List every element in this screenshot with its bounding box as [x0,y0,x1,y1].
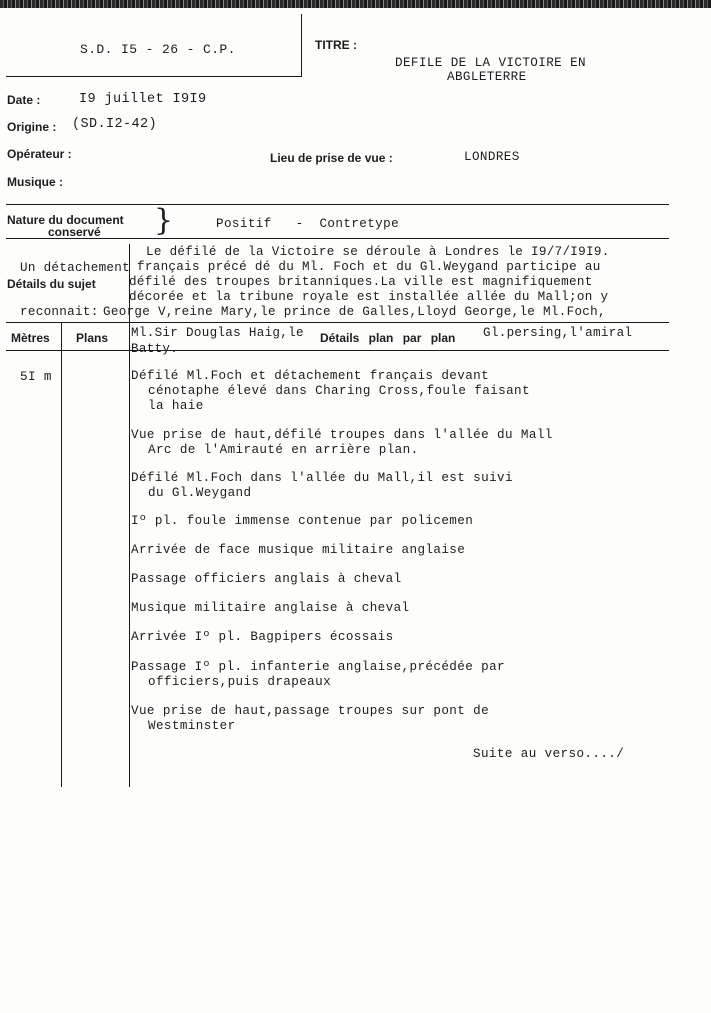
nature-value: Positif - Contretype [216,217,400,231]
date-label: Date : [7,93,41,107]
row-text: cénotaphe élevé dans Charing Cross,foule faisant [148,384,530,398]
row-text: Arc de l'Amirauté en arrière plan. [148,443,419,457]
subject-line-7: Batty. [131,342,179,356]
row-text: Iº pl. foule immense contenue par policemen [131,514,474,528]
reference-code: S.D. I5 - 26 - C.P. [80,42,236,57]
col-line-plans [129,322,130,787]
subject-line-2-left: Un détachement [20,261,131,275]
subject-line-6b: Gl.persing,l'amiral [483,326,633,340]
header-divider [301,14,302,77]
row-text: Vue prise de haut,défilé troupes dans l'allée du Mall [131,428,553,442]
row-text: Passage officiers anglais à cheval [131,572,402,586]
continued-note: Suite au verso..../ [473,747,625,761]
origine-label: Origine : [7,120,57,134]
col-line-metres [61,322,62,787]
origine-value: (SD.I2-42) [72,117,158,132]
subject-line-1: Le défilé de la Victoire se déroule à Londres le I9/7/I9I9. [146,245,610,259]
table-row [131,601,410,616]
nature-label-2: conservé [48,225,101,239]
lieu-label: Lieu de prise de vue : [270,151,393,165]
operateur-label: Opérateur : [7,147,72,161]
table-row [131,543,465,558]
header-rule [6,76,301,77]
table-header-bottom-rule [6,350,669,351]
row-text: Arrivée de face musique militaire anglaise [131,543,466,557]
row-text: Arrivée Iº pl. Bagpipers écossais [131,630,394,644]
row-text: Défilé Ml.Foch dans l'allée du Mall,il est suivi [131,471,513,485]
nature-label-1: Nature du document [7,213,124,227]
row-text: Passage Iº pl. infanterie anglaise,précédée par [131,660,506,674]
subject-label: Détails du sujet [7,277,96,291]
date-value: I9 juillet I9I9 [79,92,207,107]
row-text: officiers,puis drapeaux [148,675,332,689]
nature-brace: } [154,203,174,238]
row-text: la haie [148,399,204,413]
row-text: Musique militaire anglaise à cheval [131,601,410,615]
table-row [131,514,473,529]
col-header-details: Détails plan par plan [320,331,456,345]
musique-label: Musique : [7,175,63,189]
subject-line-3: défilé des troupes britanniques.La ville est magnifiquement [129,275,593,289]
section-rule-1 [6,204,669,205]
table-row [131,572,402,587]
table-row [131,471,513,501]
subject-line-6a: Ml.Sir Douglas Haig,le [131,326,304,340]
row-text: du Gl.Weygand [148,486,252,500]
subject-line-5-left: reconnait: [20,305,99,319]
table-header-rule [6,322,669,323]
col-header-metres: Mètres [11,331,50,345]
section-rule-2 [6,238,669,239]
subject-line-2-right: français précé dé du Ml. Foch et du Gl.Weygand participe au [137,260,601,274]
subject-line-5-right: George V,reine Mary,le prince de Galles,Lloyd George,le Ml.Foch, [103,305,606,319]
table-row [131,428,553,458]
title-label: TITRE : [315,38,357,52]
row-text: Défilé Ml.Foch et détachement français devant [131,369,490,383]
row-text: Westminster [148,719,236,733]
table-row [131,630,394,645]
table-row [131,369,530,414]
table-row [131,660,505,690]
subject-line-4: décorée et la tribune royale est installée allée du Mall;on y [129,290,609,304]
col-header-plans: Plans [76,331,109,345]
metres-value: 5I m [20,370,52,384]
lieu-value: LONDRES [464,150,520,164]
title-line-1: DEFILE DE LA VICTOIRE EN [395,56,586,70]
title-line-2: ABGLETERRE [447,70,527,84]
scan-edge [0,0,711,8]
row-text: Vue prise de haut,passage troupes sur pont de [131,704,490,718]
table-row [131,704,489,734]
